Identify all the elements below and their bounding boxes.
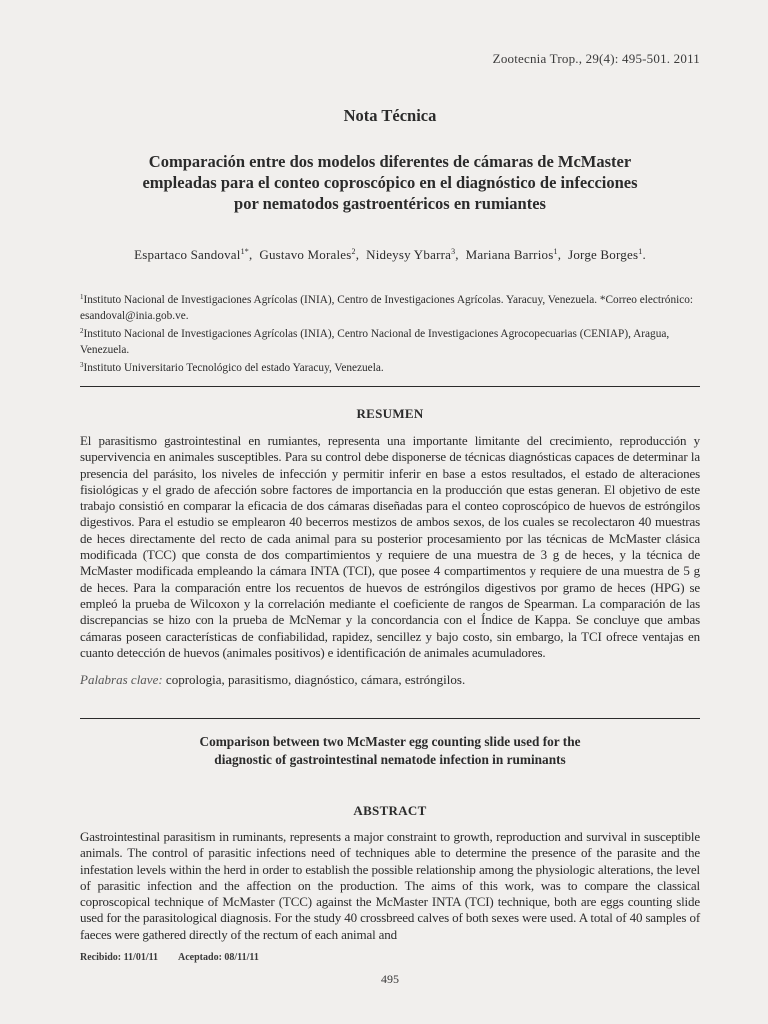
- title-line: Comparación entre dos modelos diferentes de cámaras de McMaster: [148, 152, 632, 171]
- page-number: 495: [381, 972, 399, 986]
- keywords-values: coprologia, parasitismo, diagnóstico, cámara, estróngilos.: [165, 672, 466, 687]
- english-title-line: Comparison between two McMaster egg counting slide used for the: [199, 734, 581, 749]
- english-title-line: diagnostic of gastrointestinal nematode infection in ruminants: [214, 752, 566, 767]
- received-date: Recibido: 11/01/11: [80, 952, 159, 963]
- affiliation: $^2$Instituto Nacional de Investigaciones Agrícolas (INIA), Centro Nacional de Investigaciones Agrocopecuarias (CENIAP), Aragua, Venezuela.: [80, 327, 670, 356]
- affiliations: [80, 290, 700, 377]
- author: Gustavo Morales$^2$: [259, 247, 356, 262]
- accepted-date: Aceptado: 08/11/11: [178, 952, 259, 963]
- author: Jorge Borges$^1$: [568, 247, 643, 262]
- keywords-label: Palabras clave:: [80, 672, 163, 687]
- section-label: Nota Técnica: [343, 106, 437, 125]
- keywords: [80, 672, 465, 688]
- title-line: por nematodos gastroentéricos en rumiantes: [234, 194, 546, 213]
- affiliation: $^1$Instituto Nacional de Investigaciones Agrícolas (INIA), Centro de Investigaciones Agrícolas. Yaracuy, Venezuela. *Correo electrónico: esandoval@inia.gob.ve.: [80, 293, 694, 322]
- divider: [80, 386, 700, 387]
- article-title: [80, 151, 700, 214]
- affiliation: $^3$Instituto Universitario Tecnológico del estado Yaracuy, Venezuela.: [80, 361, 384, 374]
- divider: [80, 718, 700, 719]
- journal-reference: Zootecnia Trop., 29(4): 495-501. 2011: [492, 51, 700, 66]
- submission-dates: [80, 952, 277, 963]
- author-list: Espartaco Sandoval$^{1*}$, Gustavo Morales$^2$, Nideysy Ybarra$^3$, Mariana Barrios$^1$, Jorge Borges$^1$.: [134, 247, 646, 262]
- title-line: empleadas para el conteo coproscópico en el diagnóstico de infecciones: [142, 173, 638, 192]
- abstract-text: Gastrointestinal parasitism in ruminants, represents a major constraint to growth, reproduction and survival in susceptible animals. The control of parasitic infections need of techniques able to determine the presence of the parasite and the infestation levels within the herd in order to establish the possible relationship among the physiologic alterations, the level of parasitic infection and the affection on the production. The aims of this work, was to compare the classical coproscopical technique of McMaster (TCC) against the McMaster INTA (TCI) technique, both are eggs counting slide used for the parasitological diagnosis. For the study 40 crossbreed calves of both sexes were used. A total of 40 samples of faeces were gathered directly of the rectum of each animal and: [80, 829, 700, 942]
- author: Mariana Barrios$^1$: [465, 247, 558, 262]
- resumen-text: El parasitismo gastrointestinal en rumiantes, representa una importante limitante del crecimiento, reproducción y supervivencia en animales susceptibles. Para su control debe disponerse de técnicas diagnósticas capaces de determinar la presencia del parásito, los niveles de infección y permitir inferir en base a estos resultados, el estado de alteraciones fisiológicas y el grado de afección sobre factores de importancia en la producción que estas generan. El objetivo de este trabajo consistió en comparar la eficacia de dos cámaras diseñadas para el conteo coproscópico de huevos de estróngilos digestivos. Para el estudio se emplearon 40 becerros mestizos de ambos sexos, de los cuales se recolectaron 40 muestras de heces directamente del recto de cada animal para su posterior procesamiento por las técnicas de McMaster clásica modificada (TCC) que consta de dos compartimientos y requiere de una muestra de 3 g de heces, y la técnica de McMaster modificada empleando la cámara INTA (TCI), que posee 4 compartimentos y requiere de una muestra de 5 g de heces. Para la comparación entre los recuentos de huevos de estróngilos digestivos por gramo de heces (HPG) se empleó la prueba de Wilcoxon y la correlación mediante el coeficiente de rangos de Spearman. La comparación de las discrepancias se hizo con la prueba de McNemar y la concordancia con el Índice de Kappa. Se concluye que ambas cámaras poseen características de confiabilidad, rapidez, sencillez y bajo costo, sin embargo, la TCI ofrece ventajas en cuanto detección de huevos (animales positivos) e identificación de animales acumuladores.: [80, 433, 700, 660]
- author: Nideysy Ybarra$^3$: [366, 247, 456, 262]
- english-title: [80, 733, 700, 769]
- abstract-heading: ABSTRACT: [353, 803, 427, 818]
- author: Espartaco Sandoval$^{1*}$: [134, 247, 249, 262]
- resumen-heading: RESUMEN: [356, 406, 424, 421]
